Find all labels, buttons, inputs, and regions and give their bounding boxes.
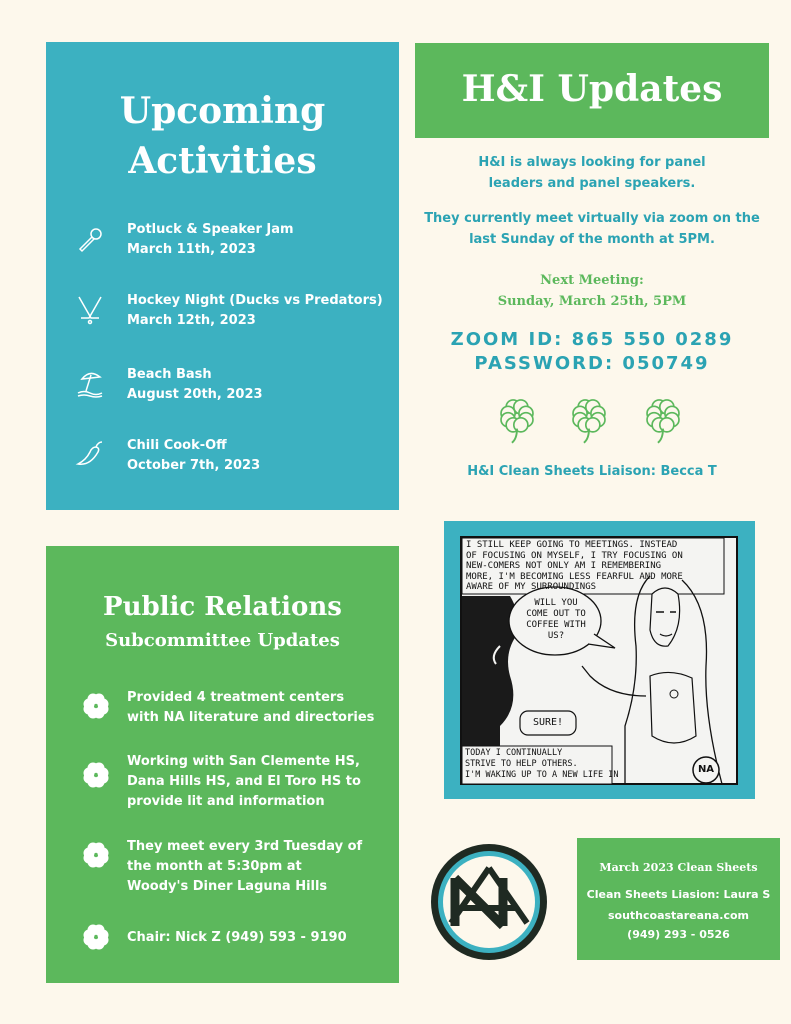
comic-bottom-caption: TODAY I CONTINUALLY STRIVE TO HELP OTHERS. I'M WAKING UP TO A NEW LIFE IN [465,748,619,780]
pr-item: Provided 4 treatment centers with NA literature and directories [127,690,375,725]
pr-item: Working with San Clemente HS, Dana Hills HS, and El Toro HS to provide lit and information [127,754,361,809]
pr-item: Chair: Nick Z (949) 593 - 9190 [127,930,347,945]
comic-strip [460,536,738,785]
hi-panel-call: H&I is always looking for panel leaders and panel speakers. [478,155,706,191]
clean-sheets-phone: (949) 293 - 0526 [627,928,730,941]
pr-item: They meet every 3rd Tuesday of the month at 5:30pm at Woody's Diner Laguna Hills [127,839,363,894]
clover-icon [82,923,110,951]
clover-icon [82,692,110,720]
chili-pepper-icon [74,438,106,470]
upcoming-activities-panel [46,42,399,510]
comic-reply-bubble: SURE! [532,717,564,728]
beach-umbrella-icon [74,367,106,399]
activity-item: Potluck & Speaker Jam March 11th, 2023 [127,222,294,257]
public-relations-panel [46,546,399,983]
clean-sheets-website[interactable]: southcoastareana.com [607,909,750,922]
clover-icon [82,761,110,789]
zoom-password: PASSWORD: 050749 [474,353,710,374]
clover-icon [499,398,535,444]
hi-next-meeting: Next Meeting: Sunday, March 25th, 5PM [497,273,687,309]
clean-sheets-title: March 2023 Clean Sheets [599,861,758,874]
activity-item: Beach Bash August 20th, 2023 [127,367,263,402]
hi-meeting-info: They currently meet virtually via zoom on the last Sunday of the month at 5PM. [424,211,760,247]
clover-icon [571,398,607,444]
hockey-sticks-icon [74,294,106,326]
clover-icon [82,841,110,869]
na-logo-letters: NA [488,964,490,965]
public-relations-subtitle: Subcommittee Updates [105,630,340,651]
upcoming-activities-title: Upcoming Activities [119,90,326,182]
hi-updates-title: H&I Updates [461,68,723,110]
public-relations-title: Public Relations [103,592,342,622]
hi-liaison: H&I Clean Sheets Liaison: Becca T [467,464,717,479]
hi-updates-header [415,43,769,138]
activity-item: Hockey Night (Ducks vs Predators) March 12th, 2023 [127,293,383,328]
activity-item: Chili Cook-Off October 7th, 2023 [127,438,261,473]
comic-top-caption: I STILL KEEP GOING TO MEETINGS. INSTEAD OF FOCUSING ON MYSELF, I TRY FOCUSING ON NEW-COMERS NOT ONLY AM I REMEMBERING MORE, I'M BECOMING LESS FEARFUL AND MORE AWARE OF MY SURROUNDINGS [466,540,683,592]
comic-speech-bubble: WILL YOU COME OUT TO COFFEE WITH US? [526,598,586,641]
comic-na-badge: NA [697,764,715,775]
zoom-id: ZOOM ID: 865 550 0289 [450,329,734,350]
na-logo [429,838,549,968]
clean-sheets-box [577,838,780,960]
clean-sheets-liaison: Clean Sheets Liasion: Laura S [586,888,771,901]
microphone-icon [74,224,106,256]
clover-icon [645,398,681,444]
